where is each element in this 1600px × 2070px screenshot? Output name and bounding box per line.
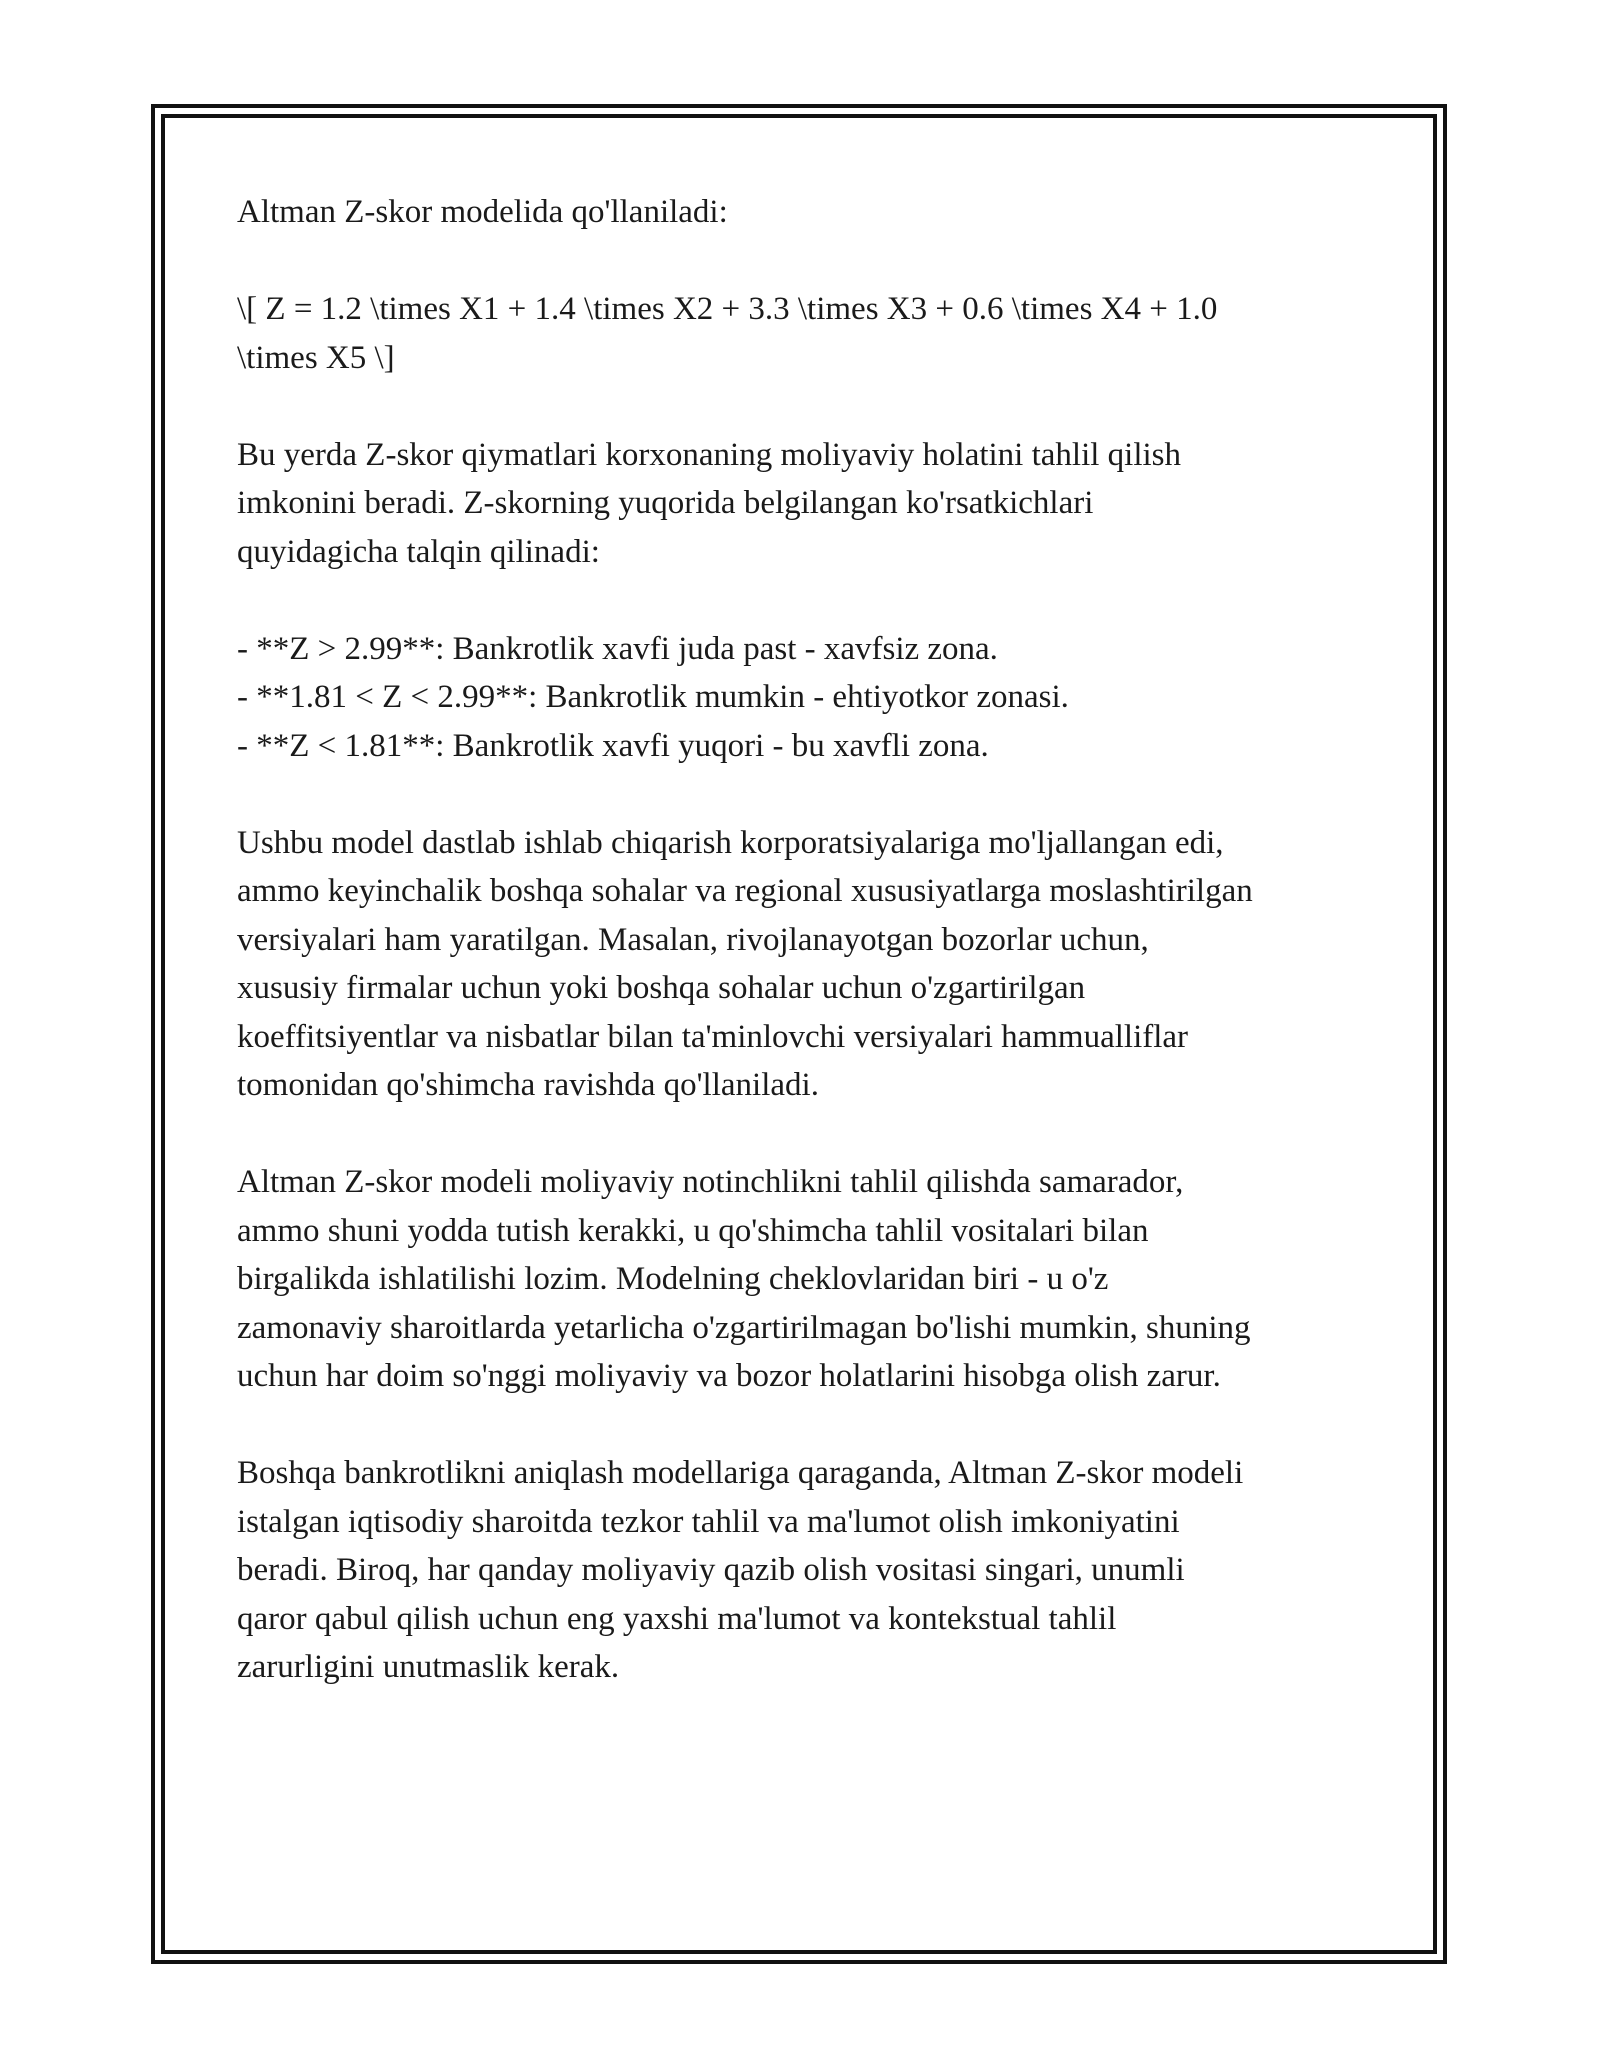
- paragraph-model-versions: Ushbu model dastlab ishlab chiqarish korporatsiyalariga mo'ljallangan edi, ammo keyinchalik boshqa sohalar va regional xususiyatlarga moslashtirilgan versiyalari ham yaratilgan. Masalan, rivojlanayotgan bozorlar uchun, xususiy firmalar uchun yoki boshqa sohalar uchun o'zgartirilgan koeffitsiyentlar va nisbatlar bilan ta'minlovchi versiyalari hammualliflar tomonidan qo'shimcha ravishda qo'llaniladi.: [237, 824, 1253, 1103]
- paragraph-formula: \[ Z = 1.2 \times X1 + 1.4 \times X2 + 3.3 \times X3 + 0.6 \times X4 + 1.0 \times X5 \]: [237, 291, 1218, 376]
- paragraph-limitations: Altman Z-skor modeli moliyaviy notinchlikni tahlil qilishda samarador, ammo shuni yodda tutish kerakki, u qo'shimcha tahlil vositalari bilan birgalikda ishlatilishi lozim. Modelning cheklovlaridan biri - u o'z zamonaviy sharoitlarda yetarlicha o'zgartirilmagan bo'lishi mumkin, shuning uchun har doim so'nggi moliyaviy va bozor holatlarini hisobga olish zarur.: [237, 1164, 1251, 1394]
- paragraph-interpretation: Bu yerda Z-skor qiymatlari korxonaning moliyaviy holatini tahlil qilish imkonini beradi. Z-skorning yuqorida belgilangan ko'rsatkichlari quyidagicha talqin qilinadi:: [237, 436, 1182, 570]
- paragraph-zones-list: - **Z > 2.99**: Bankrotlik xavfi juda past - xavfsiz zona. - **1.81 < Z < 2.99**: Bankrotlik mumkin - ehtiyotkor zonasi. - **Z < 1.81**: Bankrotlik xavfi yuqori - bu xavfli zona.: [237, 630, 1069, 764]
- document-body: [237, 188, 1377, 1692]
- paragraph-conclusion: Boshqa bankrotlikni aniqlash modellariga qaraganda, Altman Z-skor modeli istalgan iqtisodiy sharoitda tezkor tahlil va ma'lumot olish imkoniyatini beradi. Biroq, har qanday moliyaviy qazib olish vositasi singari, unumli qaror qabul qilish uchun eng yaxshi ma'lumot va kontekstual tahlil zarurligini unutmaslik kerak.: [237, 1455, 1244, 1685]
- paragraph-intro: Altman Z-skor modelida qo'llaniladi:: [237, 194, 728, 230]
